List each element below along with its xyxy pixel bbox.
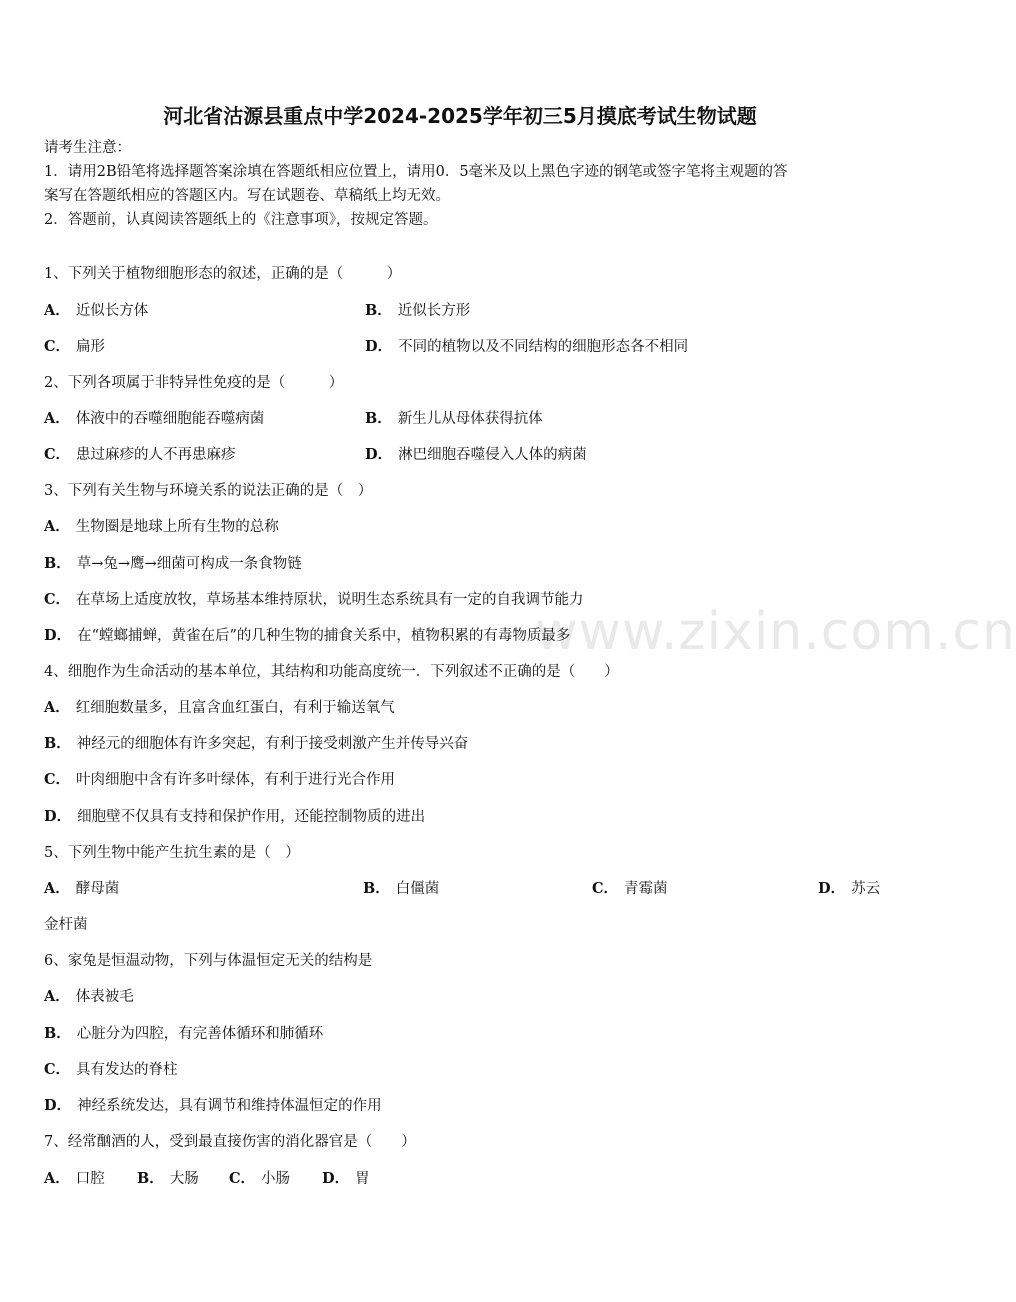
question-7-option-d: D． 胃	[322, 1170, 370, 1187]
question-5-option-d: D． 苏云	[818, 880, 881, 897]
question-5-option-b: B． 白僵菌	[363, 880, 440, 897]
exam-title: 河北省沽源县重点中学2024-2025学年初三5月摸底考试生物试题	[163, 104, 757, 128]
question-1-option-c: C． 扁形	[44, 338, 106, 355]
question-3-option-b: B． 草→兔→鹰→细菌可构成一条食物链	[44, 555, 302, 572]
question-1-stem: 1、下列关于植物细胞形态的叙述，正确的是（ ）	[44, 266, 402, 282]
question-6-option-b: B． 心脏分为四腔，有完善体循环和肺循环	[44, 1025, 324, 1042]
question-7-option-c: C． 小肠	[229, 1170, 291, 1187]
question-3-option-a: A． 生物圈是地球上所有生物的总称	[44, 518, 279, 535]
question-6-stem: 6、家兔是恒温动物，下列与体温恒定无关的结构是	[44, 953, 373, 969]
question-4-option-a: A． 红细胞数量多，且富含血红蛋白，有利于输送氧气	[44, 699, 395, 716]
question-3-option-c: C． 在草场上适度放牧，草场基本维持原状，说明生态系统具有一定的自我调节能力	[44, 591, 584, 608]
question-6-option-c: C． 具有发达的脊柱	[44, 1061, 178, 1078]
question-6-option-d: D． 神经系统发达，具有调节和维持体温恒定的作用	[44, 1097, 382, 1114]
question-3-stem: 3、下列有关生物与环境关系的说法正确的是（ ）	[44, 483, 373, 499]
question-7-stem: 7、经常酗酒的人，受到最直接伤害的消化器官是（ ）	[44, 1134, 416, 1150]
question-2-stem: 2、下列各项属于非特异性免疫的是（ ）	[44, 375, 344, 391]
question-4-option-c: C． 叶肉细胞中含有许多叶绿体，有利于进行光合作用	[44, 771, 396, 788]
notice-item-1-line-1: 1．请用2B铅笔将选择题答案涂填在答题纸相应位置上，请用0．5毫米及以上黑色字迹的钢笔或签字笔将主观题的答	[44, 164, 788, 180]
question-1-option-b: B． 近似长方形	[365, 302, 471, 319]
question-2-option-b: B． 新生儿从母体获得抗体	[365, 410, 543, 427]
question-4-option-b: B． 神经元的细胞体有许多突起，有利于接受刺激产生并传导兴奋	[44, 735, 469, 752]
question-4-option-d: D． 细胞壁不仅具有支持和保护作用，还能控制物质的进出	[44, 808, 426, 825]
question-2-option-c: C． 患过麻疹的人不再患麻疹	[44, 446, 236, 463]
question-5-option-a: A． 酵母菌	[44, 880, 120, 897]
question-5-option-d-continued: 金杆菌	[44, 917, 88, 933]
question-4-stem: 4、细胞作为生命活动的基本单位，其结构和功能高度统一．下列叙述不正确的是（ ）	[44, 664, 619, 680]
question-2-option-d: D． 淋巴细胞吞噬侵入人体的病菌	[365, 446, 587, 463]
watermark-text: www.zixin.com.cn	[535, 602, 1016, 662]
question-6-option-a: A． 体表被毛	[44, 988, 134, 1005]
question-7-option-a: A． 口腔	[44, 1170, 105, 1187]
notice-item-1-line-2: 案写在答题纸相应的答题区内。写在试题卷、草稿纸上均无效。	[44, 188, 450, 204]
question-3-option-d: D． 在“螳螂捕蝉，黄雀在后”的几种生物的捕食关系中，植物积累的有毒物质最多	[44, 627, 571, 644]
notice-item-2: 2．答题前，认真阅读答题纸上的《注意事项》，按规定答题。	[44, 212, 438, 228]
question-1-option-a: A． 近似长方体	[44, 302, 149, 319]
question-5-option-c: C． 青霉菌	[592, 880, 668, 897]
question-2-option-a: A． 体液中的吞噬细胞能吞噬病菌	[44, 410, 265, 427]
question-5-stem: 5、下列生物中能产生抗生素的是（ ）	[44, 845, 300, 861]
notice-heading: 请考生注意：	[44, 140, 131, 156]
question-1-option-d: D． 不同的植物以及不同结构的细胞形态各不相同	[365, 338, 689, 355]
question-7-option-b: B． 大肠	[137, 1170, 199, 1187]
